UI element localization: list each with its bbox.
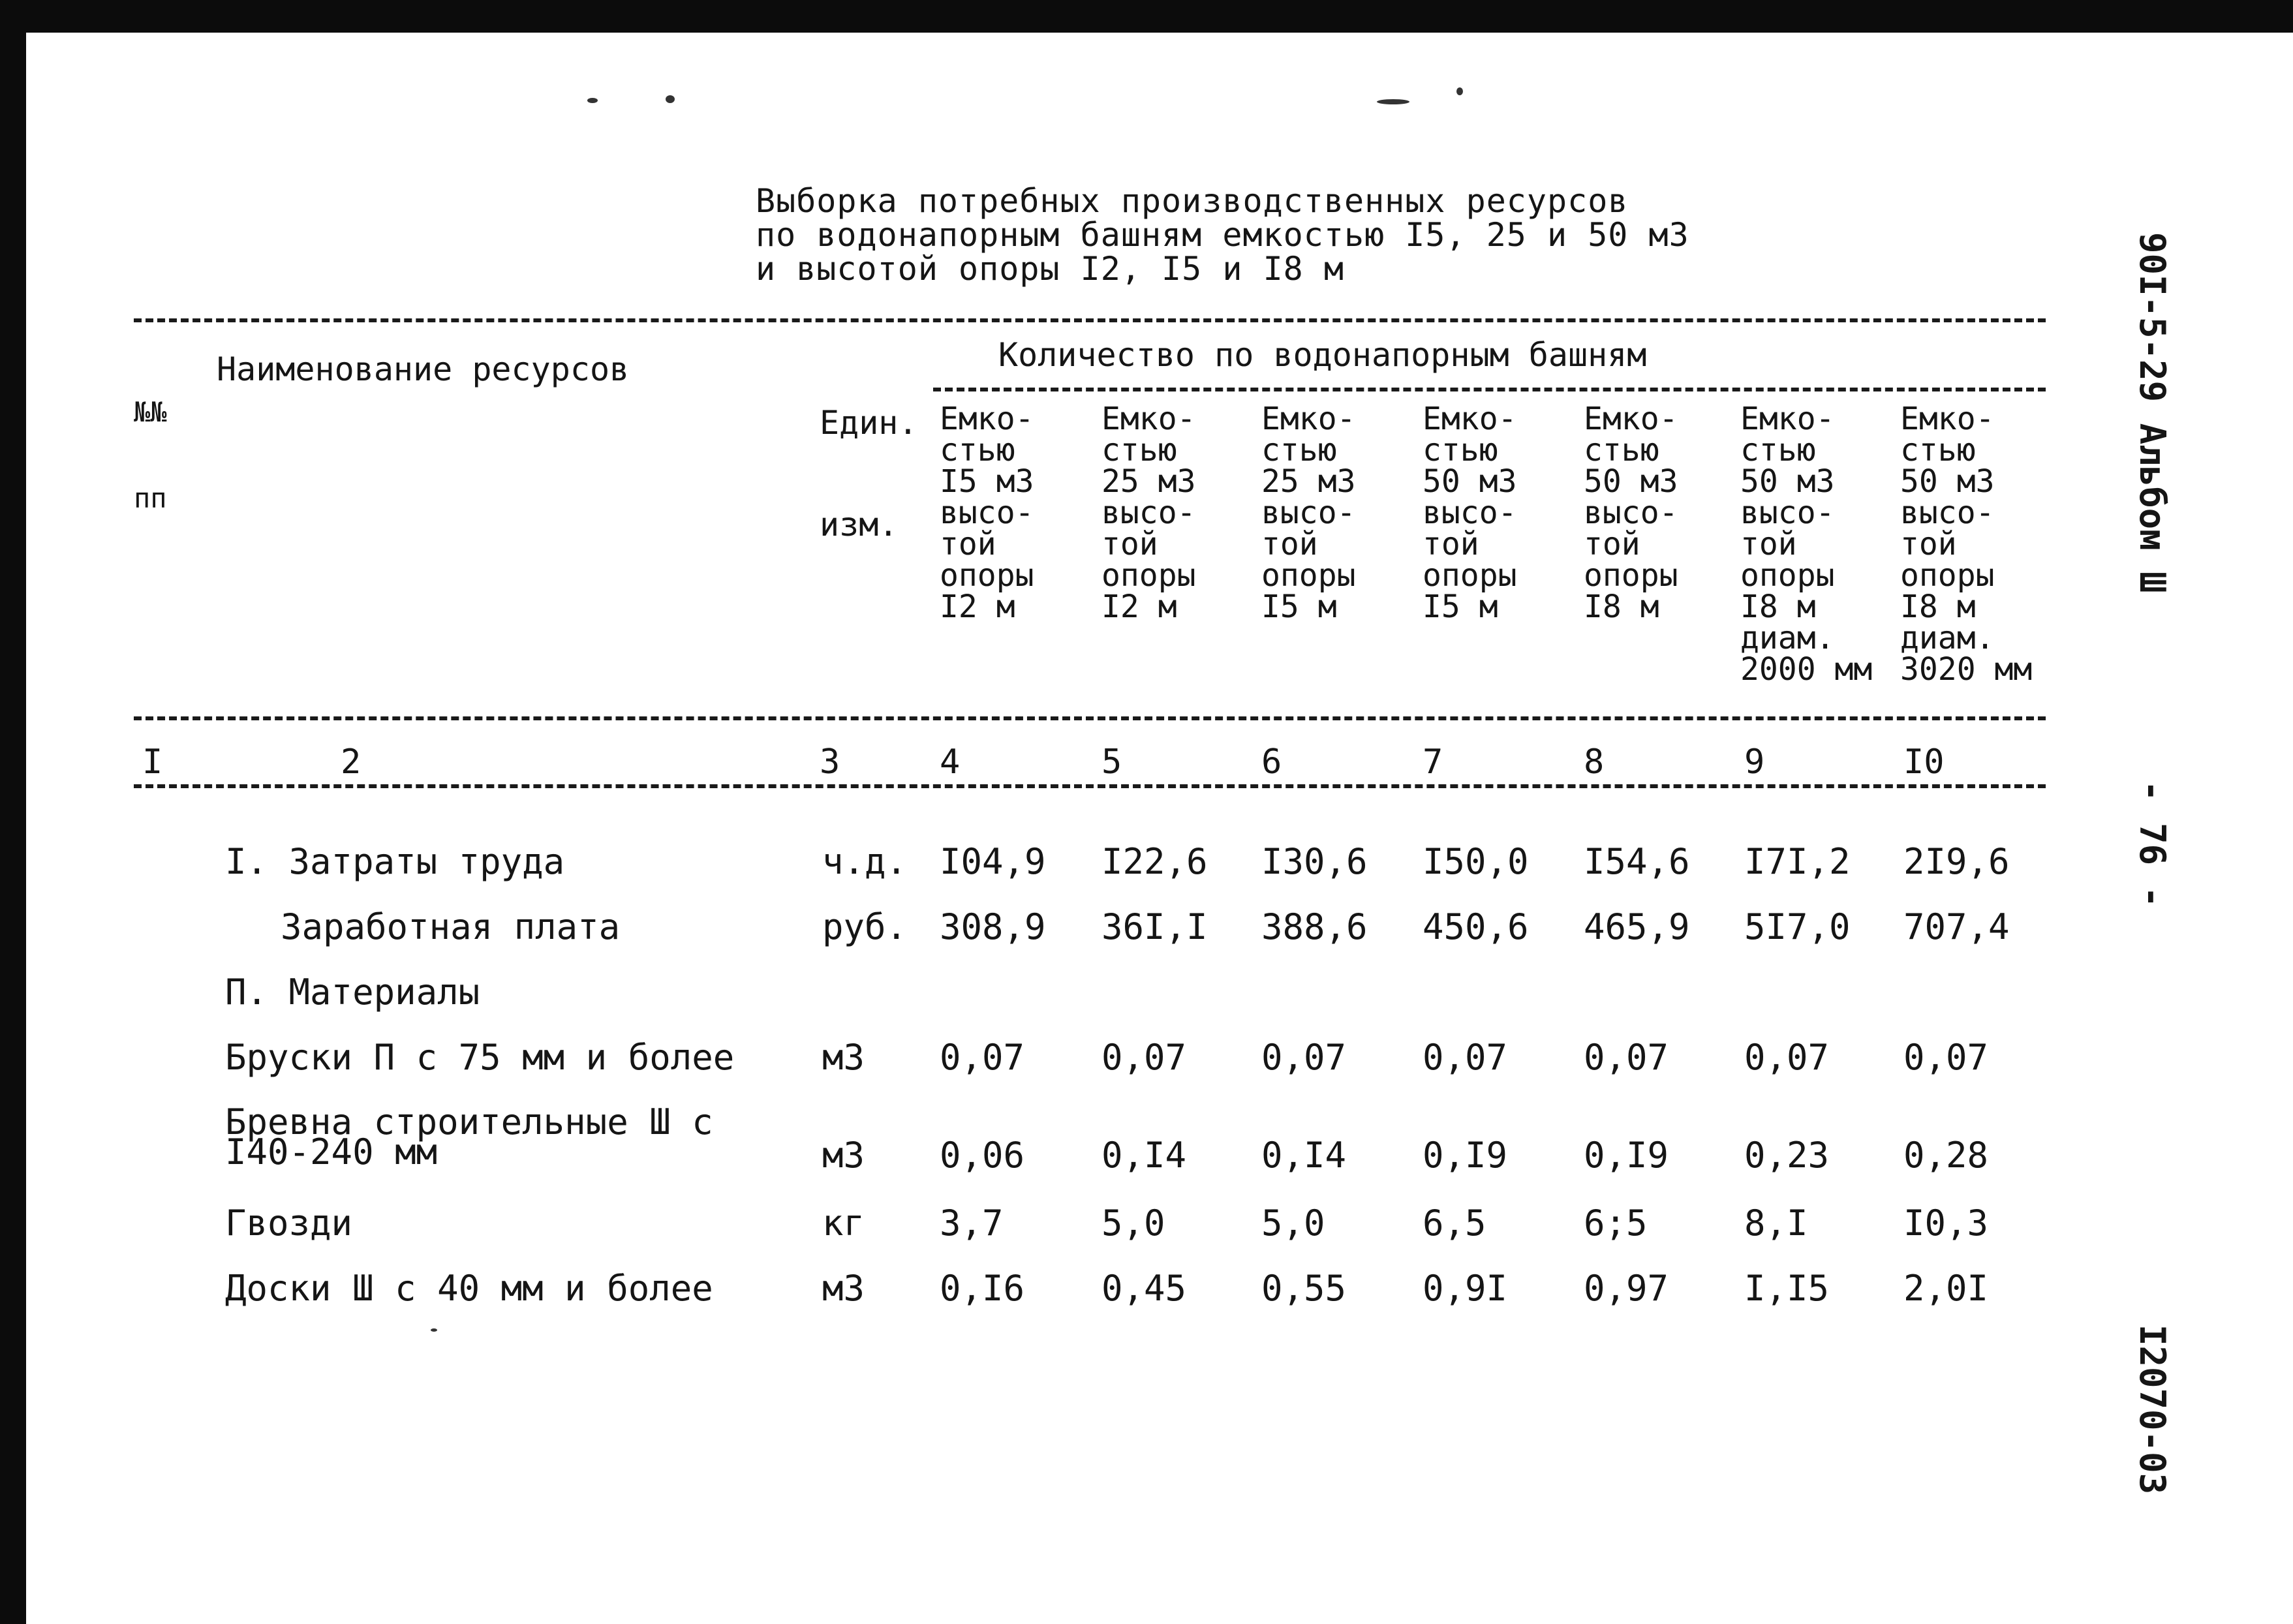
column-header xyxy=(1900,401,2033,688)
document-title xyxy=(756,184,1689,286)
column-header-line: 50 м3 xyxy=(1584,463,1678,500)
value-cell: 0,07 xyxy=(1744,1037,1830,1078)
column-number: 7 xyxy=(1423,743,1443,782)
column-header-line: диам. xyxy=(1900,620,1995,656)
resource-name: Доски Ш с 40 мм и более xyxy=(225,1268,713,1309)
value-cell: 5,0 xyxy=(1101,1203,1165,1244)
column-number: 4 xyxy=(940,743,961,782)
column-header-line: высо- xyxy=(1423,495,1517,531)
column-header-line: 50 м3 xyxy=(1740,463,1835,500)
column-header-line: стью xyxy=(1261,432,1337,468)
column-header-line: той xyxy=(940,526,996,562)
unit-cell: руб. xyxy=(822,906,908,947)
margin-order-number: I2070-03 xyxy=(2132,1325,2173,1495)
value-cell: I0,3 xyxy=(1903,1203,1989,1244)
resource-name-continued: I40-240 мм xyxy=(225,1131,438,1172)
resource-name: Бруски П с 75 мм и более xyxy=(225,1037,735,1078)
value-cell: 0,I4 xyxy=(1261,1135,1347,1176)
scan-speck xyxy=(1377,99,1409,104)
scan-speck xyxy=(587,98,598,103)
value-cell: 465,9 xyxy=(1584,906,1690,947)
value-cell: I22,6 xyxy=(1101,841,1208,882)
value-cell: 450,6 xyxy=(1423,906,1529,947)
column-header-line: Емко- xyxy=(1900,401,1995,437)
value-cell: I7I,2 xyxy=(1744,841,1851,882)
column-number: 8 xyxy=(1584,743,1605,782)
column-header-line: высо- xyxy=(1101,495,1196,531)
column-header xyxy=(1261,401,1356,625)
resource-name: I. Затраты труда xyxy=(225,841,565,882)
header-number-line: пп xyxy=(134,482,167,514)
resource-name: Заработная плата xyxy=(281,906,621,947)
column-header-line: диам. xyxy=(1740,620,1835,656)
value-cell: 0,28 xyxy=(1903,1135,1989,1176)
column-header-line: 25 м3 xyxy=(1261,463,1356,500)
column-number-row xyxy=(0,744,2293,789)
column-header xyxy=(1423,401,1517,625)
column-number: I xyxy=(142,743,163,782)
value-cell: 36I,I xyxy=(1101,906,1208,947)
column-number: I0 xyxy=(1903,743,1945,782)
column-header-line: стью xyxy=(1740,432,1816,468)
column-header-line: I8 м xyxy=(1584,589,1659,625)
column-header-line: I2 м xyxy=(1101,589,1177,625)
value-cell: 5,0 xyxy=(1261,1203,1325,1244)
section-heading: П. Материалы xyxy=(225,972,480,1013)
value-cell: 0,9I xyxy=(1423,1268,1508,1309)
column-number: 2 xyxy=(341,743,362,782)
title-line: и высотой опоры I2, I5 и I8 м xyxy=(756,250,1344,288)
title-line: Выборка потребных производственных ресурсов xyxy=(756,182,1629,220)
column-header-line: высо- xyxy=(1261,495,1356,531)
value-cell: 0,07 xyxy=(1584,1037,1669,1078)
column-header-line: той xyxy=(1261,526,1318,562)
column-number: 5 xyxy=(1101,743,1122,782)
value-cell: 2,0I xyxy=(1903,1268,1989,1309)
column-header-line: 50 м3 xyxy=(1423,463,1517,500)
column-header-line: I2 м xyxy=(940,589,1015,625)
table-row xyxy=(0,1101,2293,1192)
title-line: по водонапорным башням емкостью I5, 25 и 50 м3 xyxy=(756,216,1689,254)
value-cell: 0,06 xyxy=(940,1135,1025,1176)
column-number: 3 xyxy=(820,743,840,782)
value-cell: I04,9 xyxy=(940,841,1046,882)
scan-border-left xyxy=(0,0,26,1624)
value-cell: 0,07 xyxy=(1101,1037,1187,1078)
column-header-line: 3020 мм xyxy=(1900,651,2033,688)
unit-cell: м3 xyxy=(822,1037,865,1078)
value-cell: I54,6 xyxy=(1584,841,1690,882)
value-cell: 5I7,0 xyxy=(1744,906,1851,947)
column-header-line: той xyxy=(1584,526,1640,562)
column-header-line: Емко- xyxy=(1584,401,1678,437)
column-header-line: высо- xyxy=(1740,495,1835,531)
column-header-line: Емко- xyxy=(1261,401,1356,437)
unit-cell: м3 xyxy=(822,1268,865,1309)
value-cell: 0,I9 xyxy=(1423,1135,1508,1176)
column-header-line: стью xyxy=(1900,432,1976,468)
value-cell: 6,5 xyxy=(1423,1203,1486,1244)
column-header xyxy=(1584,401,1678,625)
value-cell: 0,07 xyxy=(940,1037,1025,1078)
scan-speck xyxy=(666,95,675,103)
table-row xyxy=(0,906,2293,974)
column-header-line: стью xyxy=(1101,432,1177,468)
table-row xyxy=(0,974,2293,1039)
value-cell: 3,7 xyxy=(940,1203,1004,1244)
column-header-line: I5 м xyxy=(1423,589,1498,625)
scan-border-top xyxy=(0,0,2293,33)
table-row xyxy=(0,1039,2293,1105)
value-cell: I30,6 xyxy=(1261,841,1368,882)
column-header-line: 2000 мм xyxy=(1740,651,1873,688)
column-header-line: 50 м3 xyxy=(1900,463,1995,500)
header-bottom-rule xyxy=(134,716,2046,720)
column-header-line: опоры xyxy=(940,557,1034,594)
column-header-line: той xyxy=(1740,526,1797,562)
column-header-line: Емко- xyxy=(940,401,1034,437)
value-cell: 0,07 xyxy=(1903,1037,1989,1078)
value-cell: 0,07 xyxy=(1423,1037,1508,1078)
scan-speck xyxy=(1456,87,1463,95)
column-header-line: опоры xyxy=(1423,557,1517,594)
header-number xyxy=(134,341,167,542)
value-cell: 0,I4 xyxy=(1101,1135,1187,1176)
value-cell: 388,6 xyxy=(1261,906,1368,947)
value-cell: 0,55 xyxy=(1261,1268,1347,1309)
value-cell: 0,97 xyxy=(1584,1268,1669,1309)
table-row xyxy=(0,1205,2293,1270)
table-row xyxy=(0,841,2293,909)
unit-cell: ч.д. xyxy=(822,841,908,882)
quantity-sub-rule xyxy=(933,388,2046,391)
column-header-line: высо- xyxy=(1900,495,1995,531)
value-cell: 0,07 xyxy=(1261,1037,1347,1078)
header-quantity: Количество по водонапорным башням xyxy=(998,336,1647,374)
column-header-line: опоры xyxy=(1900,557,1995,594)
header-unit xyxy=(820,338,918,575)
resource-name: Бревна строительные Ш с xyxy=(225,1101,713,1142)
column-header xyxy=(1740,401,1873,688)
value-cell: I,I5 xyxy=(1744,1268,1830,1309)
column-header-line: высо- xyxy=(940,495,1034,531)
value-cell: 308,9 xyxy=(940,906,1046,947)
column-header-line: Емко- xyxy=(1101,401,1196,437)
unit-cell: кг xyxy=(822,1203,865,1244)
header-unit-line: изм. xyxy=(820,506,899,544)
table-row xyxy=(0,1270,2293,1336)
header-number-line: №№ xyxy=(134,396,167,428)
value-cell: 707,4 xyxy=(1903,906,2010,947)
column-header xyxy=(940,401,1034,625)
header-resource-name: Наименование ресурсов xyxy=(217,350,630,388)
column-header-line: той xyxy=(1900,526,1957,562)
column-header-line: I8 м xyxy=(1900,589,1976,625)
margin-doc-code: 90I-5-29 Альбом Ш xyxy=(2132,232,2173,593)
column-number: 6 xyxy=(1261,743,1282,782)
column-header-line: I8 м xyxy=(1740,589,1816,625)
column-number: 9 xyxy=(1744,743,1765,782)
column-header-line: стью xyxy=(940,432,1015,468)
column-header-line: той xyxy=(1101,526,1158,562)
column-header xyxy=(1101,401,1196,625)
column-header-line: опоры xyxy=(1261,557,1356,594)
value-cell: I50,0 xyxy=(1423,841,1529,882)
column-header-line: I5 м3 xyxy=(940,463,1034,500)
column-header-line: стью xyxy=(1584,432,1659,468)
header-unit-line: Един. xyxy=(820,404,918,442)
column-header-line: опоры xyxy=(1584,557,1678,594)
column-header-line: I5 м xyxy=(1261,589,1337,625)
column-header-line: Емко- xyxy=(1740,401,1835,437)
column-header-line: опоры xyxy=(1740,557,1835,594)
column-header-line: стью xyxy=(1423,432,1498,468)
column-header-line: Емко- xyxy=(1423,401,1517,437)
value-cell: 0,23 xyxy=(1744,1135,1830,1176)
value-cell: 2I9,6 xyxy=(1903,841,2010,882)
value-cell: 0,I6 xyxy=(940,1268,1025,1309)
value-cell: 8,I xyxy=(1744,1203,1808,1244)
column-header-line: высо- xyxy=(1584,495,1678,531)
value-cell: 0,45 xyxy=(1101,1268,1187,1309)
resource-name: Гвозди xyxy=(225,1203,353,1244)
column-header-line: опоры xyxy=(1101,557,1196,594)
table-top-rule xyxy=(134,318,2046,322)
column-header-line: той xyxy=(1423,526,1479,562)
value-cell: 0,I9 xyxy=(1584,1135,1669,1176)
unit-cell: м3 xyxy=(822,1135,865,1176)
column-header-line: 25 м3 xyxy=(1101,463,1196,500)
margin-page-number: - 76 - xyxy=(2132,780,2173,908)
value-cell: 6;5 xyxy=(1584,1203,1648,1244)
